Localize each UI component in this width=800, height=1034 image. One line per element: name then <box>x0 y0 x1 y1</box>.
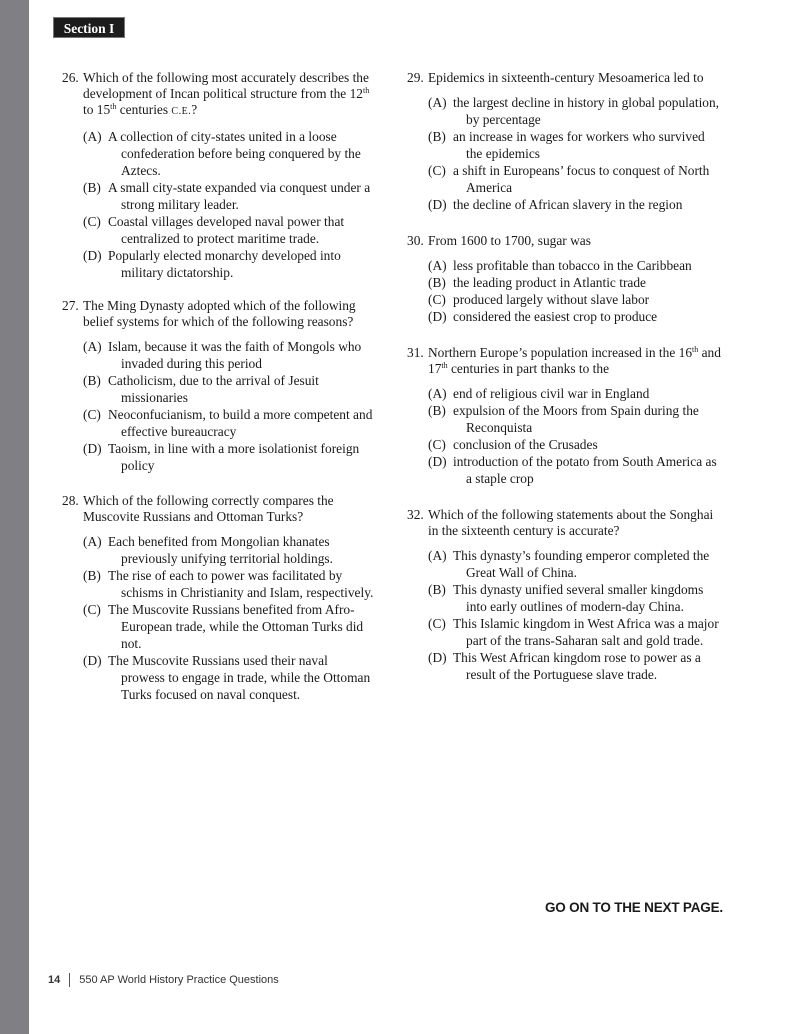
option-label: (C) <box>428 616 446 631</box>
option-text: The Muscovite Russians used their naval prowess to engage in trade, while the Ottoman Turks focused on naval conquest. <box>108 653 371 702</box>
question-30 <box>407 233 722 325</box>
question-number: 29. <box>407 70 424 85</box>
option-text: less profitable than tobacco in the Caribbean <box>453 258 692 273</box>
option-label: (D) <box>428 454 447 469</box>
answer-options <box>428 385 722 487</box>
answer-option <box>83 440 374 474</box>
answer-option <box>83 601 374 652</box>
option-label: (B) <box>83 180 101 195</box>
option-text: A small city-state expanded via conquest under a strong military leader. <box>108 180 371 212</box>
option-label: (B) <box>428 129 446 144</box>
option-text: Catholicism, due to the arrival of Jesuit missionaries <box>108 373 319 405</box>
answer-option <box>428 94 722 128</box>
answer-option <box>428 453 722 487</box>
answer-option <box>428 257 722 274</box>
stem-text: to 15 <box>83 102 111 117</box>
question-26 <box>62 70 374 281</box>
answer-option <box>428 547 722 581</box>
option-text: Coastal villages developed naval power that centralized to protect maritime trade. <box>108 214 345 246</box>
answer-option <box>428 162 722 196</box>
question-stem <box>428 507 722 539</box>
option-label: (A) <box>428 95 447 110</box>
stem-text: Which of the following statements about the Songhai in the sixteenth century is accurate? <box>428 507 714 538</box>
option-label: (A) <box>83 339 102 354</box>
page-footer <box>48 973 279 987</box>
option-text: conclusion of the Crusades <box>453 437 598 452</box>
answer-option <box>428 402 722 436</box>
option-text: considered the easiest crop to produce <box>453 309 658 324</box>
ordinal-suffix: th <box>692 345 699 354</box>
option-text: This dynasty’s founding emperor completed the Great Wall of China. <box>453 548 710 580</box>
stem-text: centuries in part thanks to the <box>447 361 610 376</box>
question-stem <box>428 345 722 377</box>
answer-options <box>83 533 374 703</box>
answer-option <box>428 385 722 402</box>
option-label: (B) <box>83 373 101 388</box>
option-label: (C) <box>83 407 101 422</box>
answer-option <box>83 406 374 440</box>
question-28 <box>62 493 374 703</box>
option-text: The rise of each to power was facilitated by schisms in Christianity and Islam, respectively. <box>108 568 374 600</box>
question-stem <box>83 493 374 525</box>
option-label: (D) <box>428 197 447 212</box>
question-29 <box>407 70 722 213</box>
stem-text: Which of the following correctly compares the Muscovite Russians and Ottoman Turks? <box>83 493 334 524</box>
option-label: (D) <box>83 248 102 263</box>
footer-divider <box>69 973 70 987</box>
stem-text: and 17 <box>428 345 721 376</box>
option-label: (A) <box>428 258 447 273</box>
stem-text: From 1600 to 1700, sugar was <box>428 233 591 248</box>
option-text: the leading product in Atlantic trade <box>453 275 646 290</box>
question-number: 27. <box>62 298 79 313</box>
question-number: 28. <box>62 493 79 508</box>
option-label: (C) <box>428 163 446 178</box>
question-31 <box>407 345 722 487</box>
option-text: produced largely without slave labor <box>453 292 650 307</box>
answer-option <box>83 652 374 703</box>
answer-options <box>83 128 374 281</box>
option-label: (D) <box>428 309 447 324</box>
answer-option <box>428 436 722 453</box>
option-label: (A) <box>83 534 102 549</box>
stem-text: centuries <box>116 102 172 117</box>
question-number: 30. <box>407 233 424 248</box>
section-badge: Section I <box>53 17 125 38</box>
option-text: Popularly elected monarchy developed into military dictatorship. <box>108 248 341 280</box>
stem-text: ? <box>191 102 198 117</box>
question-stem <box>428 70 722 86</box>
option-text: This dynasty unified several smaller kingdoms into early outlines of modern-day China. <box>453 582 704 614</box>
stem-text: Northern Europe’s population increased in the 16 <box>428 345 693 360</box>
answer-options <box>428 257 722 325</box>
answer-option <box>83 567 374 601</box>
option-text: Islam, because it was the faith of Mongols who invaded during this period <box>108 339 362 371</box>
option-label: (B) <box>428 582 446 597</box>
stem-text: The Ming Dynasty adopted which of the following belief systems for which of the following reasons? <box>83 298 356 329</box>
question-stem <box>83 298 374 330</box>
answer-option <box>83 533 374 567</box>
question-number: 31. <box>407 345 424 360</box>
option-label: (A) <box>428 386 447 401</box>
answer-option <box>83 213 374 247</box>
question-number: 32. <box>407 507 424 522</box>
answer-option <box>83 179 374 213</box>
option-label: (B) <box>428 403 446 418</box>
book-title: 550 AP World History Practice Questions <box>79 974 279 986</box>
answer-option <box>83 338 374 372</box>
option-label: (C) <box>428 292 446 307</box>
ordinal-suffix: th <box>110 102 117 111</box>
answer-option <box>428 308 722 325</box>
option-text: the largest decline in history in global population, by percentage <box>453 95 720 127</box>
option-text: This West African kingdom rose to power as a result of the Portuguese slave trade. <box>453 650 701 682</box>
option-text: Neoconfucianism, to build a more competent and effective bureaucracy <box>108 407 373 439</box>
go-on-notice: GO ON TO THE NEXT PAGE. <box>545 900 723 915</box>
stem-text: Which of the following most accurately describes the development of Incan political structure from the 12 <box>83 70 369 101</box>
question-32 <box>407 507 722 683</box>
answer-options <box>428 547 722 683</box>
option-text: The Muscovite Russians benefited from Afro-European trade, while the Ottoman Turks did not. <box>108 602 364 651</box>
option-text: A collection of city-states united in a loose confederation before being conquered by the Aztecs. <box>108 129 361 178</box>
option-text: Taoism, in line with a more isolationist foreign policy <box>108 441 360 473</box>
option-text: Each benefited from Mongolian khanates previously unifying territorial holdings. <box>108 534 333 566</box>
answer-option <box>428 291 722 308</box>
question-27 <box>62 298 374 474</box>
answer-option <box>428 581 722 615</box>
option-label: (D) <box>83 653 102 668</box>
option-text: the decline of African slavery in the region <box>453 197 683 212</box>
option-label: (A) <box>83 129 102 144</box>
answer-option <box>83 128 374 179</box>
question-stem <box>83 70 374 120</box>
stem-text: Epidemics in sixteenth-century Mesoamerica led to <box>428 70 704 85</box>
answer-option <box>428 649 722 683</box>
option-label: (B) <box>83 568 101 583</box>
option-label: (B) <box>428 275 446 290</box>
answer-option <box>83 247 374 281</box>
option-text: an increase in wages for workers who survived the epidemics <box>453 129 705 161</box>
option-label: (D) <box>83 441 102 456</box>
option-label: (A) <box>428 548 447 563</box>
option-label: (C) <box>428 437 446 452</box>
option-text: introduction of the potato from South America as a staple crop <box>453 454 717 486</box>
answer-option <box>428 128 722 162</box>
era-abbreviation: C.E. <box>171 106 192 117</box>
answer-option <box>428 615 722 649</box>
answer-option <box>428 274 722 291</box>
option-label: (D) <box>428 650 447 665</box>
option-text: expulsion of the Moors from Spain during the Reconquista <box>453 403 699 435</box>
option-label: (C) <box>83 602 101 617</box>
answer-options <box>83 338 374 474</box>
ordinal-suffix: th <box>441 361 448 370</box>
page-number: 14 <box>48 974 61 986</box>
option-text: end of religious civil war in England <box>453 386 650 401</box>
answer-option <box>83 372 374 406</box>
ordinal-suffix: th <box>363 86 370 95</box>
option-text: This Islamic kingdom in West Africa was a major part of the trans-Saharan salt and gold trade. <box>453 616 719 648</box>
answer-option <box>428 196 722 213</box>
question-number: 26. <box>62 70 79 85</box>
question-stem <box>428 233 722 249</box>
option-label: (C) <box>83 214 101 229</box>
page-edge-strip <box>0 0 29 1034</box>
option-text: a shift in Europeans’ focus to conquest of North America <box>453 163 710 195</box>
answer-options <box>428 94 722 213</box>
